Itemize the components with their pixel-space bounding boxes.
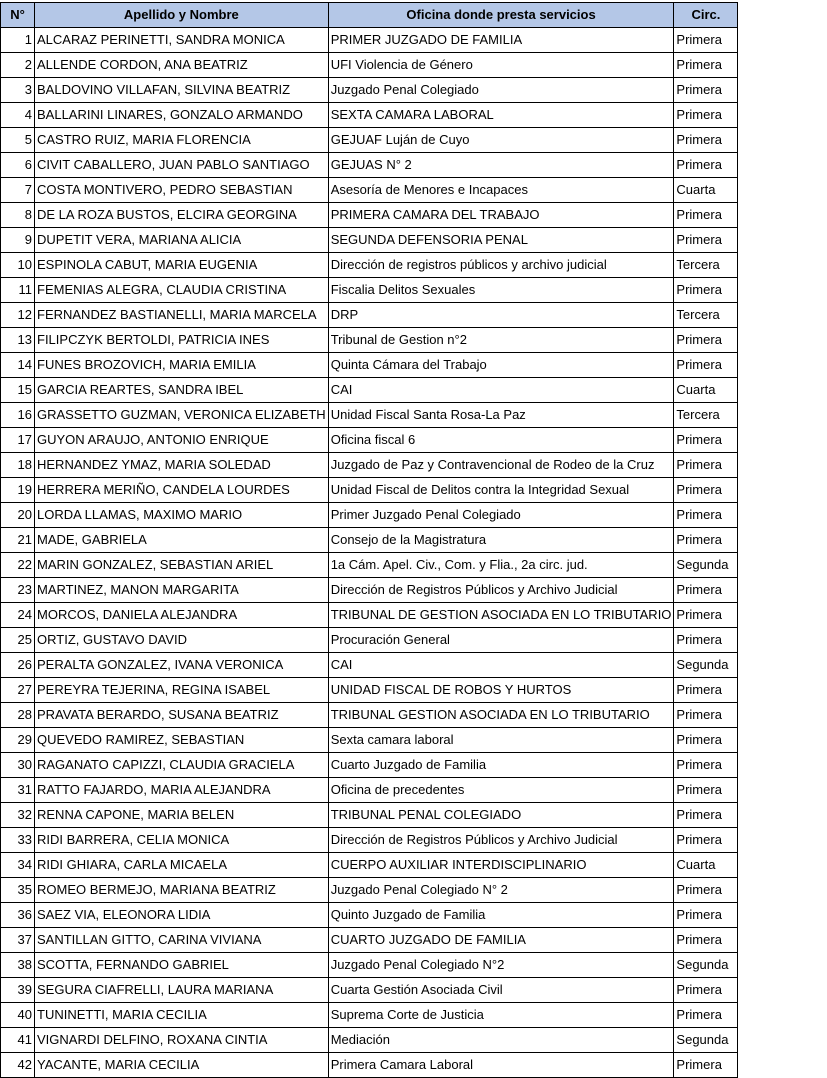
circ-cell: Primera [674, 128, 738, 153]
row-number-cell: 22 [1, 553, 35, 578]
row-number-cell: 33 [1, 828, 35, 853]
office-cell: Procuración General [328, 628, 674, 653]
name-cell: HERRERA MERIÑO, CANDELA LOURDES [35, 478, 329, 503]
table-row [1, 653, 738, 678]
office-cell: UFI Violencia de Género [328, 53, 674, 78]
personnel-table [0, 2, 738, 1078]
name-cell: SCOTTA, FERNANDO GABRIEL [35, 953, 329, 978]
table-body [1, 28, 738, 1078]
circ-cell: Primera [674, 478, 738, 503]
name-cell: GARCIA REARTES, SANDRA IBEL [35, 378, 329, 403]
row-number-cell: 2 [1, 53, 35, 78]
table-row [1, 403, 738, 428]
row-number-cell: 37 [1, 928, 35, 953]
table-row [1, 103, 738, 128]
row-number-cell: 24 [1, 603, 35, 628]
row-number-cell: 9 [1, 228, 35, 253]
row-number-cell: 39 [1, 978, 35, 1003]
name-cell: CASTRO RUIZ, MARIA FLORENCIA [35, 128, 329, 153]
name-cell: DUPETIT VERA, MARIANA ALICIA [35, 228, 329, 253]
table-row [1, 428, 738, 453]
office-cell: Juzgado Penal Colegiado N°2 [328, 953, 674, 978]
circ-cell: Primera [674, 703, 738, 728]
name-cell: GUYON ARAUJO, ANTONIO ENRIQUE [35, 428, 329, 453]
table-row [1, 78, 738, 103]
office-cell: Tribunal de Gestion n°2 [328, 328, 674, 353]
office-cell: Fiscalia Delitos Sexuales [328, 278, 674, 303]
circ-cell: Primera [674, 753, 738, 778]
row-number-cell: 25 [1, 628, 35, 653]
office-cell: Primera Camara Laboral [328, 1053, 674, 1078]
name-cell: QUEVEDO RAMIREZ, SEBASTIAN [35, 728, 329, 753]
office-cell: CUARTO JUZGADO DE FAMILIA [328, 928, 674, 953]
table-row [1, 503, 738, 528]
office-cell: Suprema Corte de Justicia [328, 1003, 674, 1028]
circ-cell: Primera [674, 328, 738, 353]
circ-cell: Cuarta [674, 853, 738, 878]
circ-cell: Primera [674, 203, 738, 228]
circ-cell: Primera [674, 453, 738, 478]
name-cell: RENNA CAPONE, MARIA BELEN [35, 803, 329, 828]
table-row [1, 278, 738, 303]
office-cell: Oficina de precedentes [328, 778, 674, 803]
circ-cell: Primera [674, 353, 738, 378]
table-row [1, 1053, 738, 1078]
row-number-cell: 8 [1, 203, 35, 228]
row-number-cell: 15 [1, 378, 35, 403]
table-row [1, 853, 738, 878]
table-row [1, 678, 738, 703]
table-row [1, 478, 738, 503]
office-cell: DRP [328, 303, 674, 328]
circ-cell: Primera [674, 278, 738, 303]
name-cell: YACANTE, MARIA CECILIA [35, 1053, 329, 1078]
office-cell: Cuarta Gestión Asociada Civil [328, 978, 674, 1003]
row-number-cell: 7 [1, 178, 35, 203]
name-cell: GRASSETTO GUZMAN, VERONICA ELIZABETH [35, 403, 329, 428]
table-row [1, 628, 738, 653]
office-cell: CAI [328, 653, 674, 678]
name-cell: RIDI GHIARA, CARLA MICAELA [35, 853, 329, 878]
name-cell: MORCOS, DANIELA ALEJANDRA [35, 603, 329, 628]
name-cell: COSTA MONTIVERO, PEDRO SEBASTIAN [35, 178, 329, 203]
header-office: Oficina donde presta servicios [328, 3, 674, 28]
row-number-cell: 41 [1, 1028, 35, 1053]
circ-cell: Segunda [674, 553, 738, 578]
name-cell: SANTILLAN GITTO, CARINA VIVIANA [35, 928, 329, 953]
row-number-cell: 21 [1, 528, 35, 553]
row-number-cell: 6 [1, 153, 35, 178]
office-cell: Unidad Fiscal Santa Rosa-La Paz [328, 403, 674, 428]
row-number-cell: 38 [1, 953, 35, 978]
circ-cell: Primera [674, 503, 738, 528]
name-cell: BALDOVINO VILLAFAN, SILVINA BEATRIZ [35, 78, 329, 103]
row-number-cell: 36 [1, 903, 35, 928]
table-row [1, 953, 738, 978]
office-cell: PRIMER JUZGADO DE FAMILIA [328, 28, 674, 53]
row-number-cell: 29 [1, 728, 35, 753]
name-cell: PERALTA GONZALEZ, IVANA VERONICA [35, 653, 329, 678]
name-cell: FERNANDEZ BASTIANELLI, MARIA MARCELA [35, 303, 329, 328]
office-cell: Oficina fiscal 6 [328, 428, 674, 453]
name-cell: ALCARAZ PERINETTI, SANDRA MONICA [35, 28, 329, 53]
table-row [1, 128, 738, 153]
table-row [1, 1003, 738, 1028]
office-cell: Asesoría de Menores e Incapaces [328, 178, 674, 203]
table-row [1, 328, 738, 353]
name-cell: RIDI BARRERA, CELIA MONICA [35, 828, 329, 853]
name-cell: SAEZ VIA, ELEONORA LIDIA [35, 903, 329, 928]
name-cell: ORTIZ, GUSTAVO DAVID [35, 628, 329, 653]
circ-cell: Tercera [674, 253, 738, 278]
circ-cell: Primera [674, 978, 738, 1003]
table-row [1, 203, 738, 228]
office-cell: Sexta camara laboral [328, 728, 674, 753]
circ-cell: Primera [674, 603, 738, 628]
name-cell: DE LA ROZA BUSTOS, ELCIRA GEORGINA [35, 203, 329, 228]
circ-cell: Primera [674, 428, 738, 453]
name-cell: ESPINOLA CABUT, MARIA EUGENIA [35, 253, 329, 278]
row-number-cell: 19 [1, 478, 35, 503]
row-number-cell: 40 [1, 1003, 35, 1028]
office-cell: Quinto Juzgado de Familia [328, 903, 674, 928]
row-number-cell: 30 [1, 753, 35, 778]
name-cell: RAGANATO CAPIZZI, CLAUDIA GRACIELA [35, 753, 329, 778]
office-cell: Consejo de la Magistratura [328, 528, 674, 553]
circ-cell: Primera [674, 1053, 738, 1078]
header-row [1, 3, 738, 28]
name-cell: HERNANDEZ YMAZ, MARIA SOLEDAD [35, 453, 329, 478]
circ-cell: Primera [674, 528, 738, 553]
row-number-cell: 16 [1, 403, 35, 428]
circ-cell: Primera [674, 728, 738, 753]
circ-cell: Primera [674, 228, 738, 253]
name-cell: FILIPCZYK BERTOLDI, PATRICIA INES [35, 328, 329, 353]
office-cell: GEJUAS N° 2 [328, 153, 674, 178]
office-cell: Primer Juzgado Penal Colegiado [328, 503, 674, 528]
row-number-cell: 28 [1, 703, 35, 728]
header-name: Apellido y Nombre [35, 3, 329, 28]
row-number-cell: 35 [1, 878, 35, 903]
circ-cell: Primera [674, 678, 738, 703]
office-cell: SEGUNDA DEFENSORIA PENAL [328, 228, 674, 253]
circ-cell: Tercera [674, 303, 738, 328]
name-cell: MADE, GABRIELA [35, 528, 329, 553]
office-cell: UNIDAD FISCAL DE ROBOS Y HURTOS [328, 678, 674, 703]
office-cell: GEJUAF Luján de Cuyo [328, 128, 674, 153]
table-row [1, 178, 738, 203]
row-number-cell: 27 [1, 678, 35, 703]
table-row [1, 553, 738, 578]
table-row [1, 603, 738, 628]
circ-cell: Primera [674, 828, 738, 853]
circ-cell: Primera [674, 53, 738, 78]
table-row [1, 878, 738, 903]
name-cell: SEGURA CIAFRELLI, LAURA MARIANA [35, 978, 329, 1003]
table-row [1, 53, 738, 78]
name-cell: FUNES BROZOVICH, MARIA EMILIA [35, 353, 329, 378]
table-row [1, 303, 738, 328]
circ-cell: Cuarta [674, 378, 738, 403]
circ-cell: Tercera [674, 403, 738, 428]
circ-cell: Primera [674, 628, 738, 653]
table-row [1, 28, 738, 53]
name-cell: RATTO FAJARDO, MARIA ALEJANDRA [35, 778, 329, 803]
name-cell: VIGNARDI DELFINO, ROXANA CINTIA [35, 1028, 329, 1053]
name-cell: LORDA LLAMAS, MAXIMO MARIO [35, 503, 329, 528]
table-row [1, 828, 738, 853]
table-row [1, 228, 738, 253]
office-cell: CUERPO AUXILIAR INTERDISCIPLINARIO [328, 853, 674, 878]
circ-cell: Primera [674, 153, 738, 178]
circ-cell: Primera [674, 1003, 738, 1028]
office-cell: TRIBUNAL PENAL COLEGIADO [328, 803, 674, 828]
office-cell: Dirección de Registros Públicos y Archivo Judicial [328, 578, 674, 603]
table-row [1, 378, 738, 403]
circ-cell: Segunda [674, 653, 738, 678]
office-cell: Dirección de Registros Públicos y Archivo Judicial [328, 828, 674, 853]
office-cell: TRIBUNAL DE GESTION ASOCIADA EN LO TRIBUTARIO [328, 603, 674, 628]
circ-cell: Primera [674, 903, 738, 928]
office-cell: Juzgado Penal Colegiado N° 2 [328, 878, 674, 903]
table-row [1, 803, 738, 828]
name-cell: FEMENIAS ALEGRA, CLAUDIA CRISTINA [35, 278, 329, 303]
row-number-cell: 3 [1, 78, 35, 103]
office-cell: Juzgado Penal Colegiado [328, 78, 674, 103]
row-number-cell: 26 [1, 653, 35, 678]
circ-cell: Cuarta [674, 178, 738, 203]
row-number-cell: 13 [1, 328, 35, 353]
office-cell: Cuarto Juzgado de Familia [328, 753, 674, 778]
header-number: N° [1, 3, 35, 28]
circ-cell: Primera [674, 578, 738, 603]
table-row [1, 578, 738, 603]
table-row [1, 978, 738, 1003]
name-cell: CIVIT CABALLERO, JUAN PABLO SANTIAGO [35, 153, 329, 178]
circ-cell: Primera [674, 103, 738, 128]
row-number-cell: 18 [1, 453, 35, 478]
name-cell: PEREYRA TEJERINA, REGINA ISABEL [35, 678, 329, 703]
office-cell: CAI [328, 378, 674, 403]
table-row [1, 703, 738, 728]
office-cell: 1a Cám. Apel. Civ., Com. y Flia., 2a circ. jud. [328, 553, 674, 578]
office-cell: Dirección de registros públicos y archivo judicial [328, 253, 674, 278]
row-number-cell: 31 [1, 778, 35, 803]
name-cell: ROMEO BERMEJO, MARIANA BEATRIZ [35, 878, 329, 903]
table-row [1, 753, 738, 778]
row-number-cell: 12 [1, 303, 35, 328]
circ-cell: Segunda [674, 1028, 738, 1053]
name-cell: MARTINEZ, MANON MARGARITA [35, 578, 329, 603]
header-circ: Circ. [674, 3, 738, 28]
circ-cell: Primera [674, 928, 738, 953]
name-cell: MARIN GONZALEZ, SEBASTIAN ARIEL [35, 553, 329, 578]
office-cell: PRIMERA CAMARA DEL TRABAJO [328, 203, 674, 228]
row-number-cell: 23 [1, 578, 35, 603]
row-number-cell: 17 [1, 428, 35, 453]
table-row [1, 153, 738, 178]
name-cell: TUNINETTI, MARIA CECILIA [35, 1003, 329, 1028]
circ-cell: Primera [674, 803, 738, 828]
circ-cell: Primera [674, 78, 738, 103]
circ-cell: Primera [674, 28, 738, 53]
circ-cell: Primera [674, 778, 738, 803]
table-row [1, 353, 738, 378]
name-cell: ALLENDE CORDON, ANA BEATRIZ [35, 53, 329, 78]
row-number-cell: 20 [1, 503, 35, 528]
row-number-cell: 42 [1, 1053, 35, 1078]
office-cell: Quinta Cámara del Trabajo [328, 353, 674, 378]
office-cell: Juzgado de Paz y Contravencional de Rodeo de la Cruz [328, 453, 674, 478]
row-number-cell: 4 [1, 103, 35, 128]
table-row [1, 1028, 738, 1053]
table-row [1, 253, 738, 278]
table-row [1, 903, 738, 928]
row-number-cell: 5 [1, 128, 35, 153]
table-row [1, 528, 738, 553]
office-cell: Unidad Fiscal de Delitos contra la Integridad Sexual [328, 478, 674, 503]
office-cell: SEXTA CAMARA LABORAL [328, 103, 674, 128]
name-cell: BALLARINI LINARES, GONZALO ARMANDO [35, 103, 329, 128]
row-number-cell: 10 [1, 253, 35, 278]
table-row [1, 778, 738, 803]
table-row [1, 453, 738, 478]
circ-cell: Primera [674, 878, 738, 903]
name-cell: PRAVATA BERARDO, SUSANA BEATRIZ [35, 703, 329, 728]
row-number-cell: 14 [1, 353, 35, 378]
row-number-cell: 1 [1, 28, 35, 53]
circ-cell: Segunda [674, 953, 738, 978]
office-cell: TRIBUNAL GESTION ASOCIADA EN LO TRIBUTARIO [328, 703, 674, 728]
row-number-cell: 11 [1, 278, 35, 303]
table-row [1, 728, 738, 753]
row-number-cell: 32 [1, 803, 35, 828]
table-row [1, 928, 738, 953]
office-cell: Mediación [328, 1028, 674, 1053]
row-number-cell: 34 [1, 853, 35, 878]
